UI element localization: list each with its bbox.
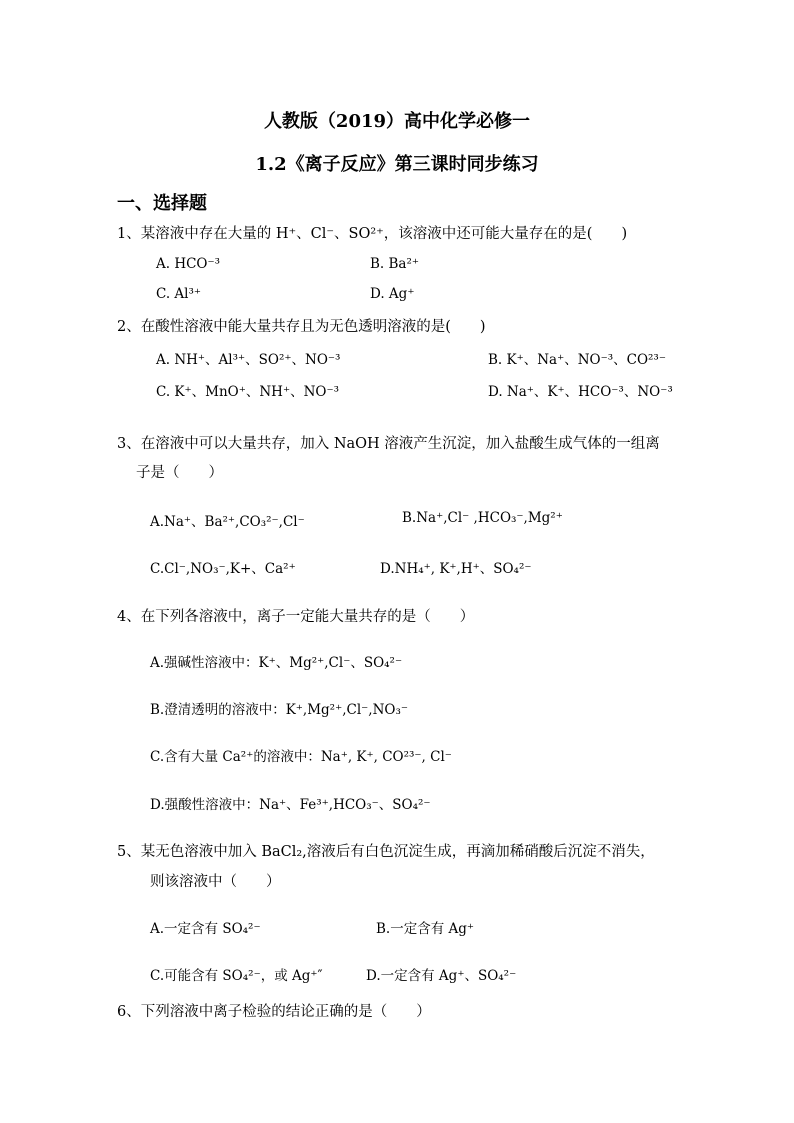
page-subtitle: 1.2《离子反应》第三课时同步练习 <box>255 154 539 175</box>
section-heading: 一、选择题 <box>117 193 207 214</box>
question-3-option-b: B.Na⁺,Cl⁻ ,HCO₃⁻,Mg²⁺ <box>402 510 563 526</box>
question-6-stem: 6、下列溶液中离子检验的结论正确的是（ ） <box>117 1004 431 1020</box>
question-3-option-a: A.Na⁺、Ba²⁺,CO₃²⁻,Cl⁻ <box>150 514 305 530</box>
question-3-option-d: D.NH₄⁺, K⁺,H⁺、SO₄²⁻ <box>380 561 532 577</box>
question-3-stem-line-1: 3、在溶液中可以大量共存，加入 NaOH 溶液产生沉淀，加入盐酸生成气体的一组离 <box>117 436 660 452</box>
question-3-option-c: C.Cl⁻,NO₃⁻,K+、Ca²⁺ <box>150 561 296 577</box>
question-5-option-b: B.一定含有 Ag⁺ <box>376 921 475 937</box>
question-5-option-d: D.一定含有 Ag⁺、SO₄²⁻ <box>366 968 517 984</box>
question-2-option-b: B. K⁺、Na⁺、NO⁻³、CO²³⁻ <box>488 352 666 368</box>
question-2-stem: 2、在酸性溶液中能大量共存且为无色透明溶液的是( ) <box>117 319 486 335</box>
question-4-option-c: C.含有大量 Ca²⁺的溶液中：Na⁺, K⁺, CO²³⁻, Cl⁻ <box>150 749 452 765</box>
question-4-option-d: D.强酸性溶液中：Na⁺、Fe³⁺,HCO₃⁻、SO₄²⁻ <box>150 797 431 813</box>
question-4-option-b: B.澄清透明的溶液中：K⁺,Mg²⁺,Cl⁻,NO₃⁻ <box>150 702 408 718</box>
page-title: 人教版（2019）高中化学必修一 <box>263 111 531 132</box>
question-5-option-c: C.可能含有 SO₄²⁻，或 Ag⁺″ <box>150 968 323 984</box>
question-5-option-a: A.一定含有 SO₄²⁻ <box>150 921 261 937</box>
question-2-option-a: A. NH⁺、Al³⁺、SO²⁺、NO⁻³ <box>156 352 341 368</box>
question-1-stem: 1、某溶液中存在大量的 H⁺、Cl⁻、SO²⁺，该溶液中还可能大量存在的是( ) <box>117 226 628 242</box>
question-2-option-d: D. Na⁺、K⁺、HCO⁻³、NO⁻³ <box>488 384 673 400</box>
question-1-option-d: D. Ag⁺ <box>370 286 415 302</box>
question-1-option-b: B. Ba²⁺ <box>370 256 420 272</box>
question-4-stem: 4、在下列各溶液中，离子一定能大量共存的是（ ） <box>117 609 475 625</box>
question-5-stem-line-2: 则该溶液中（ ） <box>150 874 281 890</box>
question-3-stem-line-2: 子是（ ） <box>136 465 223 481</box>
question-5-stem-line-1: 5、某无色溶液中加入 BaCl₂,溶液后有白色沉淀生成，再滴加稀硝酸后沉淀不消失， <box>117 844 655 860</box>
question-4-option-a: A.强碱性溶液中：K⁺、Mg²⁺,Cl⁻、SO₄²⁻ <box>150 655 403 671</box>
question-1-option-a: A. HCO⁻³ <box>156 256 221 272</box>
question-1-option-c: C. Al³⁺ <box>156 286 202 302</box>
question-2-option-c: C. K⁺、MnO⁺、NH⁺、NO⁻³ <box>156 384 339 400</box>
